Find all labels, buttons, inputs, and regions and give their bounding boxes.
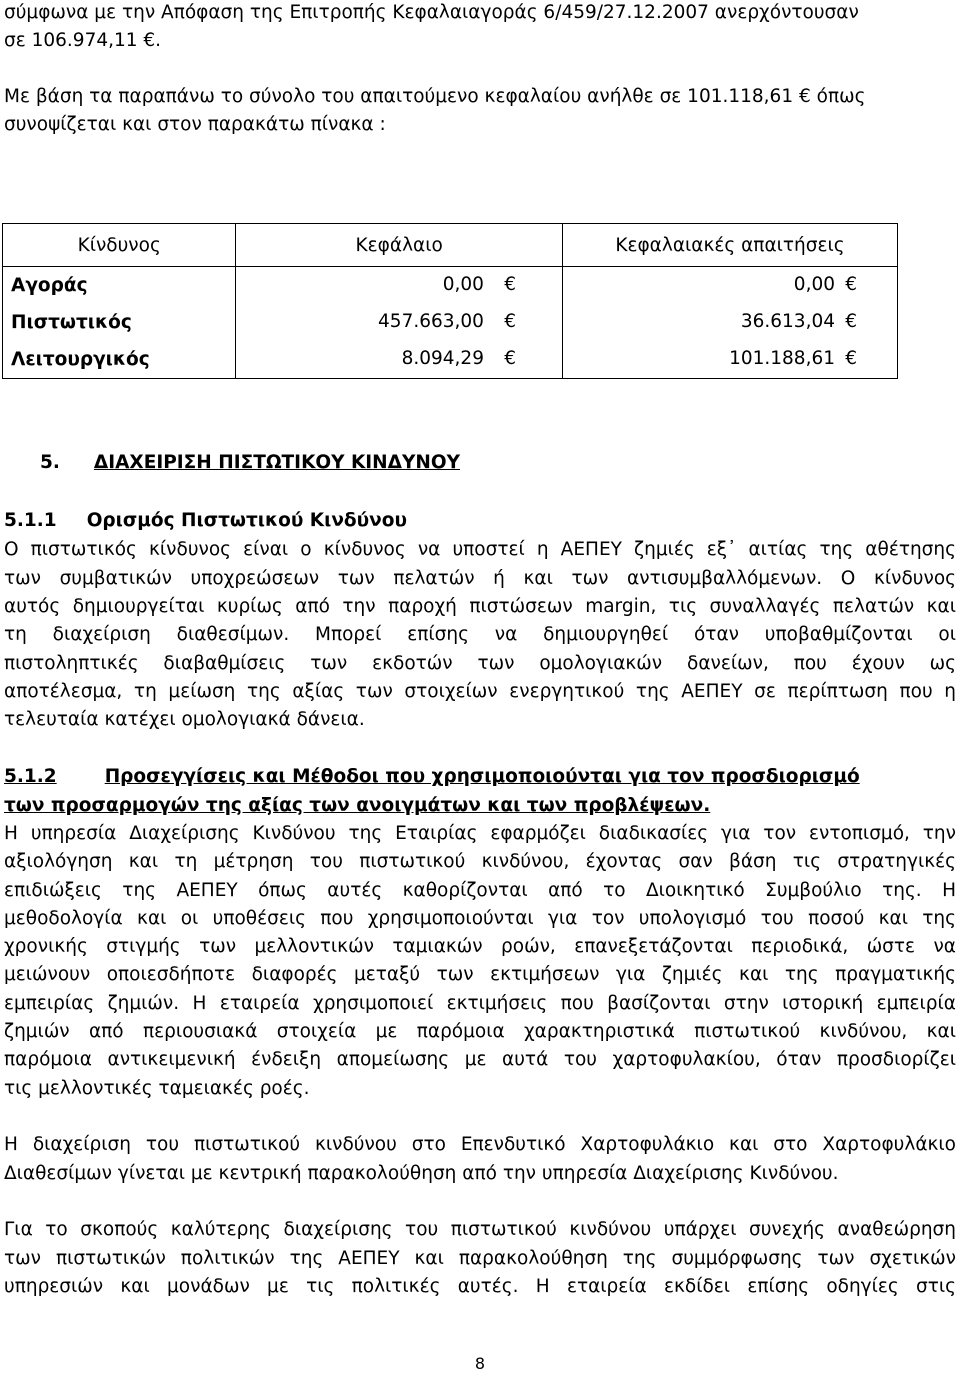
paragraph-line: ζημιών από περιουσιακά στοιχεία με παρόμοια χαρακτηριστικά πιστωτικού κινδύνου, και [4, 1021, 956, 1042]
capital-cell [236, 267, 563, 305]
paragraph-line: μειώνουν οποιεσδήποτε διαφορές μεταξύ των εκτιμήσεων για ζημιές και της πραγματικής [4, 964, 956, 985]
paragraph-line: πιστοληπτικές διαβαθμίσεις των εκδοτών των ομολογιακών δανείων, που έχουν ως [4, 653, 956, 674]
euro-sign: € [504, 274, 516, 295]
paragraph-line: αποτέλεσμα, τη μείωση της αξίας των στοιχείων ενεργητικού της ΑΕΠΕΥ σε περίπτωση που η [4, 681, 956, 702]
capital-cell [236, 341, 563, 379]
table-row [3, 341, 898, 379]
capital-value: 8.094,29 [401, 348, 484, 369]
paragraph-line: Για το σκοπούς καλύτερης διαχείρισης του πιστωτικού κινδύνου υπάρχει συνεχής αναθεώρηση [4, 1219, 956, 1240]
paragraph-line: Η υπηρεσία Διαχείρισης Κινδύνου της Εταιρίας εφαρμόζει διαδικασίες για τον εντοπισμό, την [4, 823, 956, 844]
paragraph-line: των συμβατικών υποχρεώσεων των πελατών ή και των αντισυμβαλλόμενων. Ο κίνδυνος [4, 568, 956, 589]
subsection-title-part2-text: των προσαρμογών της αξίας των ανοιγμάτων και των προβλέψεων. [4, 795, 711, 816]
paragraph-line: μεθοδολογία και οι υποθέσεις που χρησιμοποιούνται για τον υπολογισμό του ποσού και της [4, 908, 956, 929]
paragraph-line: αξιολόγηση και τη μέτρηση του πιστωτικού κινδύνου, έχοντας σαν βάση τις στρατηγικές [4, 851, 956, 872]
requirement-value: 101.188,61 [729, 348, 835, 369]
paragraph-line: υπηρεσιών και μονάδων με τις πολιτικές αυτές. Η εταιρεία εκδίδει επίσης οδηγίες στις [4, 1276, 956, 1297]
capital-cell [236, 304, 563, 341]
capital-requirements-table [2, 223, 898, 379]
subsection-title-part1: Προσεγγίσεις και Μέθοδοι που χρησιμοποιούνται για τον προσδιορισμό [104, 766, 860, 787]
paragraph-line: παρόμοια αντικειμενική ένδειξη απομείωσης με αυτά του χαρτοφυλακίου, όταν προσδιορίζει [4, 1049, 956, 1070]
risk-name: Πιστωτικός [3, 304, 236, 341]
header-requirements: Κεφαλαιακές απαιτήσεις [562, 224, 897, 267]
section-number: 5. [40, 452, 60, 473]
paragraph-line: Διαθεσίμων γίνεται με κεντρική παρακολούθηση από την υπηρεσία Διαχείρισης Κινδύνου. [4, 1163, 839, 1184]
paragraph-line: Ο πιστωτικός κίνδυνος είναι ο κίνδυνος να υποστεί η ΑΕΠΕΥ ζημιές εξ᾽ αιτίας της αθέτησης [4, 539, 956, 560]
table-header-row [3, 224, 898, 267]
subsection-number: 5.1.2 [4, 766, 57, 787]
intro-line-3: Με βάση τα παραπάνω το σύνολο του απαιτούμενο κεφαλαίου ανήλθε σε 101.118,61 € όπως [4, 86, 866, 107]
requirement-value: 36.613,04 [740, 311, 835, 332]
subsection-title: Ορισμός Πιστωτικού Κινδύνου [86, 510, 407, 531]
euro-sign: € [845, 311, 857, 332]
intro-line-1: σύμφωνα με την Απόφαση της Επιτροπής Κεφαλαιαγοράς 6/459/27.12.2007 ανερχόντουσαν [4, 2, 859, 23]
risk-name: Λειτουργικός [3, 341, 236, 379]
paragraph-line: των πιστωτικών πολιτικών της ΑΕΠΕΥ και παρακολούθηση της συμμόρφωσης των σχετικών [4, 1248, 956, 1269]
requirement-cell [562, 341, 897, 379]
requirement-cell [562, 267, 897, 305]
paragraph-line: τις μελλοντικές ταμειακές ροές. [4, 1078, 310, 1099]
intro-line-2: σε 106.974,11 €. [4, 30, 162, 51]
paragraph-line: εμπειρίας ζημιών. Η εταιρεία χρησιμοποιεί εκτιμήσεις που βασίζονται στην ιστορική εμπειρία [4, 993, 956, 1014]
requirement-value: 0,00 [793, 274, 835, 295]
page-number: 8 [474, 1354, 486, 1373]
paragraph-line: επιδιώξεις της ΑΕΠΕΥ όπως αυτές καθορίζονται από το Διοικητικό Συμβούλιο της. Η [4, 880, 956, 901]
subsection-number: 5.1.1 [4, 510, 57, 531]
header-capital: Κεφάλαιο [236, 224, 563, 267]
paragraph-line: χρονικής στιγμής των μελλοντικών ταμιακών ροών, επανεξετάζονται περιοδικά, ώστε να [4, 936, 956, 957]
paragraph-line: τελευταία κατέχει ομολογιακά δάνεια. [4, 709, 365, 730]
euro-sign: € [845, 348, 857, 369]
euro-sign: € [504, 311, 516, 332]
capital-value: 457.663,00 [378, 311, 484, 332]
section-heading [40, 450, 460, 476]
subsection-heading [4, 764, 956, 790]
subsection-title-part2 [4, 793, 710, 819]
euro-sign: € [845, 274, 857, 295]
paragraph-line: αυτός δημιουργείται κυρίως από την παροχή πιστώσεων margin, τις συναλλαγές πελατών και [4, 596, 956, 617]
section-title: ΔΙΑΧΕΙΡΙΣΗ ΠΙΣΤΩΤΙΚΟΥ ΚΙΝΔΥΝΟΥ [93, 452, 460, 473]
paragraph-line: τη διαχείριση διαθεσίμων. Μπορεί επίσης να δημιουργηθεί όταν υποβαθμίζονται οι [4, 624, 956, 645]
paragraph-line: Η διαχείριση του πιστωτικού κινδύνου στο Επενδυτικό Χαρτοφυλάκιο και στο Χαρτοφυλάκιο [4, 1134, 956, 1155]
subsection-heading [4, 508, 407, 534]
table-row [3, 304, 898, 341]
euro-sign: € [504, 348, 516, 369]
capital-value: 0,00 [442, 274, 484, 295]
intro-line-4: συνοψίζεται και στον παρακάτω πίνακα : [4, 114, 386, 135]
requirement-cell [562, 304, 897, 341]
risk-name: Αγοράς [3, 267, 236, 305]
table-row [3, 267, 898, 305]
header-risk: Κίνδυνος [3, 224, 236, 267]
